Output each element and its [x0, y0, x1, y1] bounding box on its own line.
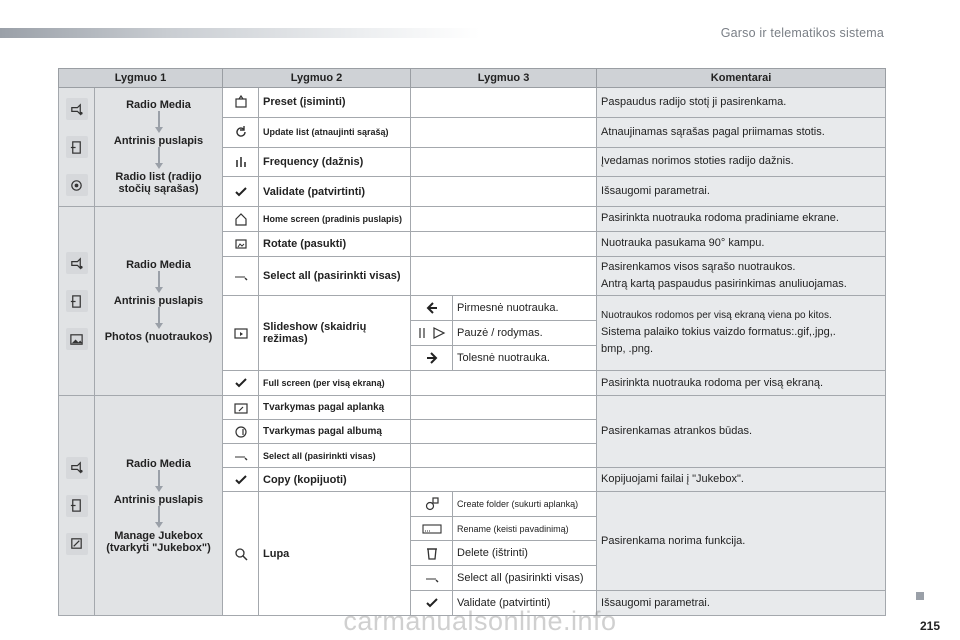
comment-cell: Išsaugomi parametrai. [597, 177, 886, 207]
comment-line: bmp, .png. [601, 342, 654, 355]
page-number: 215 [919, 619, 940, 633]
level3-item: Create folder (sukurti aplanką) [453, 492, 597, 517]
comment-cell: Nuotrauka pasukama 90° kampu. [597, 232, 886, 257]
level1-item: Antrinis puslapis [113, 135, 204, 147]
radio-list-icon [66, 174, 88, 196]
level2-item: Copy (kopijuoti) [259, 468, 411, 492]
level3-item: Pirmesnė nuotrauka. [453, 296, 597, 321]
checkmark-icon [223, 177, 259, 207]
level1-item: Radio Media [126, 259, 191, 272]
level2-item: Select all (pasirinkti visas) [263, 450, 376, 461]
level2-item: Full screen (per visą ekraną) [263, 378, 385, 389]
select-all-icon [223, 257, 259, 296]
arrow-down-icon [154, 147, 164, 171]
checkmark-icon [223, 371, 259, 396]
level2-item: Tvarkymas pagal aplanką [259, 396, 411, 420]
arrow-down-icon [154, 271, 164, 295]
page-marker [916, 592, 924, 600]
radio-media-icon [66, 457, 88, 479]
header-stripe [0, 28, 480, 38]
level1-item: Radio Media [126, 457, 191, 470]
rename-icon [411, 517, 453, 541]
preset-icon [223, 88, 259, 118]
comment-line: Pasirenkamos visos sąrašo nuotraukos. [601, 261, 796, 273]
level1-icons [59, 88, 95, 207]
level2-item: Rotate (pasukti) [259, 232, 411, 257]
comment-cell: Paspaudus radijo stotį ji pasirenkama. [597, 88, 886, 118]
level2-item: Tvarkymas pagal albumą [259, 420, 411, 444]
comment-cell: Atnaujinamas sąrašas pagal priimamas stotis. [597, 117, 886, 147]
comment-cell [597, 257, 886, 296]
home-screen-icon [223, 207, 259, 232]
slideshow-icon [223, 296, 259, 371]
level1-group2 [95, 207, 223, 396]
comment-line: Antrą kartą paspaudus pasirinkimas anuliuojamas. [601, 278, 847, 291]
table-row [59, 88, 886, 118]
jukebox-icon [66, 533, 88, 555]
section-title: Garso ir telematikos sistema [720, 26, 884, 40]
level1-item: Radio list (radijo stočių sąrašas) [115, 171, 202, 195]
level1-group1 [95, 88, 223, 207]
level3-item: Tolesnė nuotrauka. [453, 346, 597, 371]
secondary-page-icon [66, 495, 88, 517]
level2-item: Validate (patvirtinti) [259, 177, 411, 207]
arrow-down-icon [154, 111, 164, 135]
comment-cell [597, 296, 886, 371]
level3-item: Select all (pasirinkti visas) [453, 566, 597, 591]
level1-item: Antrinis puslapis [113, 295, 204, 308]
level2-item: Select all (pasirinkti visas) [259, 257, 411, 296]
next-icon [411, 346, 453, 371]
col-level3: Lygmuo 3 [411, 69, 597, 88]
level1-item: Radio Media [126, 99, 191, 111]
select-all-icon [411, 566, 453, 591]
level2-item: Slideshow (skaidrių režimas) [259, 296, 411, 371]
level2-item: Lupa [259, 492, 411, 616]
level1-item: Antrinis puslapis [113, 493, 204, 506]
level3-item: Rename (keisti pavadinimą) [453, 517, 597, 541]
table-row [59, 396, 886, 420]
rotate-icon [223, 232, 259, 257]
photos-icon [66, 328, 88, 350]
level2-item: Update list (atnaujinti sąrašą) [263, 127, 389, 138]
select-all-icon [223, 444, 259, 468]
level1-icons [59, 207, 95, 396]
table-row [59, 207, 886, 232]
secondary-page-icon [66, 136, 88, 158]
level2-item: Home screen (pradinis puslapis) [263, 214, 403, 224]
level2-item: Preset (įsiminti) [259, 88, 411, 118]
trash-icon [411, 541, 453, 566]
arrow-down-icon [154, 307, 164, 331]
watermark: carmanualsonline.info [343, 606, 617, 636]
comment-cell: Išsaugomi parametrai. [597, 591, 886, 616]
folder-sort-icon [223, 396, 259, 420]
previous-icon [411, 296, 453, 321]
pause-play-icon [411, 321, 453, 346]
col-level2: Lygmuo 2 [223, 69, 411, 88]
level3-item: Delete (ištrinti) [453, 541, 597, 566]
level1-icons [59, 396, 95, 616]
comment-cell: Pasirenkamas atrankos būdas. [597, 396, 886, 468]
level2-item: Frequency (dažnis) [259, 147, 411, 177]
comment-cell: Kopijuojami failai į "Jukebox". [597, 468, 886, 492]
table-header-row [59, 69, 886, 88]
frequency-icon [223, 147, 259, 177]
comment-cell: Pasirenkama norima funkcija. [597, 492, 886, 591]
update-list-icon [223, 117, 259, 147]
radio-media-icon [66, 98, 88, 120]
level1-item: Manage Jukebox (tvarkyti "Jukebox") [106, 529, 211, 554]
menu-table [58, 68, 886, 616]
col-comments: Komentarai [597, 69, 886, 88]
secondary-page-icon [66, 290, 88, 312]
col-level1: Lygmuo 1 [59, 69, 223, 88]
checkmark-icon [223, 468, 259, 492]
comment-cell: Įvedamas norimos stoties radijo dažnis. [597, 147, 886, 177]
arrow-down-icon [154, 506, 164, 530]
level3-item: Pauzė / rodymas. [453, 321, 597, 346]
level1-group3 [95, 396, 223, 616]
comment-line: Nuotraukos rodomos per visą ekraną viena po kitos. [601, 310, 832, 322]
comment-line: Sistema palaiko tokius vaizdo formatus:.gif,.jpg,. [601, 325, 836, 338]
radio-media-icon [66, 252, 88, 274]
level1-item: Photos (nuotraukos) [104, 331, 213, 344]
level3-item: Validate (patvirtinti) [453, 591, 597, 616]
comment-cell: Pasirinkta nuotrauka rodoma per visą ekraną. [597, 371, 886, 396]
create-folder-icon [411, 492, 453, 517]
arrow-down-icon [154, 470, 164, 494]
magnifier-icon [223, 492, 259, 616]
comment-cell: Pasirinkta nuotrauka rodoma pradiniame ekrane. [597, 207, 886, 232]
album-sort-icon [223, 420, 259, 444]
